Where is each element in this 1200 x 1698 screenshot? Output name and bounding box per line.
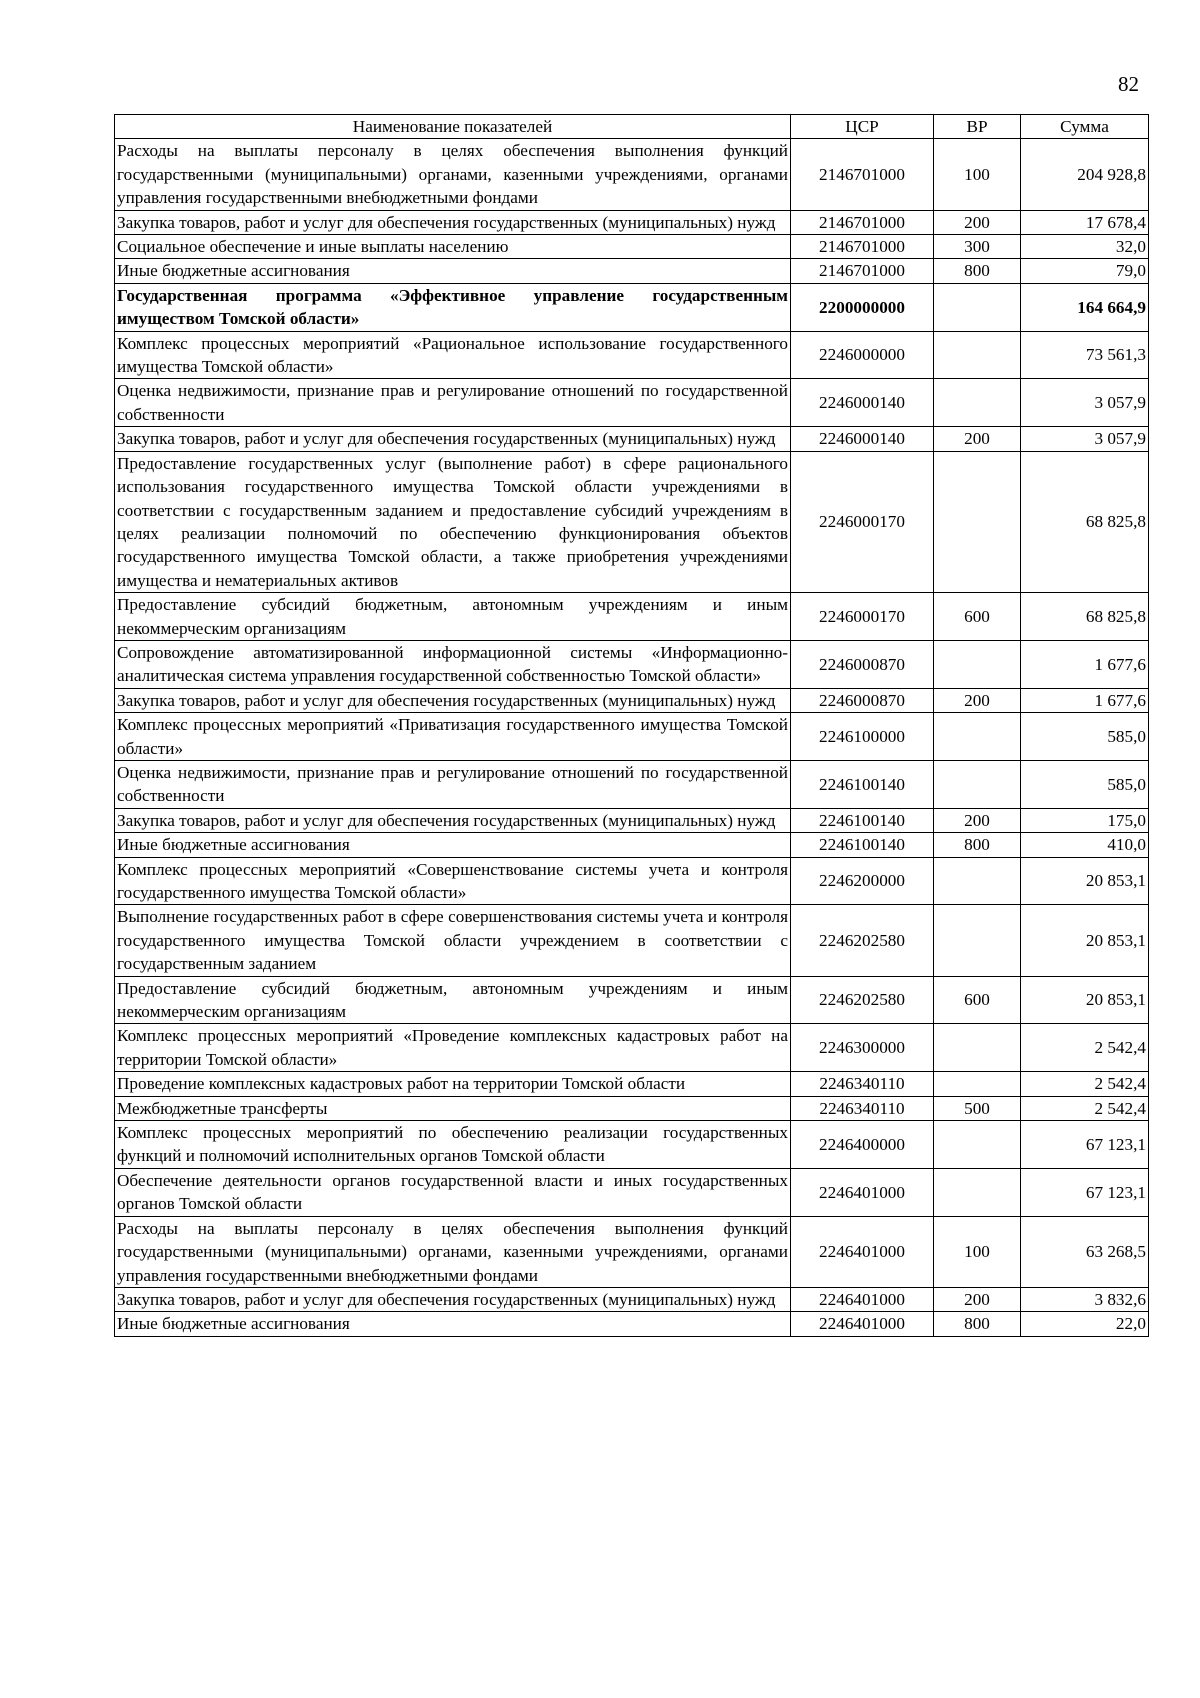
row-sum-cell: 164 664,9: [1021, 283, 1149, 331]
row-sum-cell: 22,0: [1021, 1312, 1149, 1336]
row-vr-cell: [934, 451, 1021, 592]
row-vr-cell: [934, 379, 1021, 427]
row-name-cell: Предоставление субсидий бюджетным, автономным учреждениям и иным некоммерческим организациям: [115, 593, 791, 641]
row-csr-cell: 2246100140: [791, 833, 934, 857]
row-sum-cell: 3 057,9: [1021, 379, 1149, 427]
row-sum-cell: 63 268,5: [1021, 1216, 1149, 1287]
table-row: [115, 1072, 1149, 1096]
row-vr-cell: [934, 331, 1021, 379]
table-row: [115, 593, 1149, 641]
row-csr-cell: 2246100140: [791, 760, 934, 808]
row-csr-cell: 2246200000: [791, 857, 934, 905]
row-vr-cell: 100: [934, 139, 1021, 210]
table-row: [115, 808, 1149, 832]
table-row: [115, 379, 1149, 427]
table-row: [115, 451, 1149, 592]
row-name-cell: Государственная программа «Эффективное управление государственным имуществом Томской области»: [115, 283, 791, 331]
table-row: [115, 427, 1149, 451]
header-sum: Сумма: [1021, 115, 1149, 139]
row-csr-cell: 2146701000: [791, 210, 934, 234]
row-csr-cell: 2246401000: [791, 1312, 934, 1336]
table-row: [115, 139, 1149, 210]
table-row: [115, 259, 1149, 283]
row-name-cell: Закупка товаров, работ и услуг для обеспечения государственных (муниципальных) нужд: [115, 688, 791, 712]
row-csr-cell: 2146701000: [791, 235, 934, 259]
row-name-cell: Расходы на выплаты персоналу в целях обеспечения выполнения функций государственными (муниципальными) органами, казенными учреждениями, органами управления государственными внебюджетными фондами: [115, 1216, 791, 1287]
row-sum-cell: 20 853,1: [1021, 857, 1149, 905]
row-sum-cell: 204 928,8: [1021, 139, 1149, 210]
table-body: [115, 139, 1149, 1336]
row-name-cell: Иные бюджетные ассигнования: [115, 833, 791, 857]
row-csr-cell: 2246202580: [791, 976, 934, 1024]
row-sum-cell: 20 853,1: [1021, 976, 1149, 1024]
row-name-cell: Межбюджетные трансферты: [115, 1096, 791, 1120]
row-sum-cell: 20 853,1: [1021, 905, 1149, 976]
table-row: [115, 833, 1149, 857]
row-vr-cell: [934, 760, 1021, 808]
row-vr-cell: [934, 1121, 1021, 1169]
row-name-cell: Предоставление государственных услуг (выполнение работ) в сфере рационального использования государственного имущества Томской области учреждениями в соответствии с государственным заданием и предоставление субсидий учреждениям в целях реализации полномочий по обеспечению функционирования объектов государственного имущества Томской области, а также приобретения учреждениями имущества и нематериальных активов: [115, 451, 791, 592]
row-sum-cell: 585,0: [1021, 760, 1149, 808]
row-sum-cell: 585,0: [1021, 713, 1149, 761]
budget-table: [114, 114, 1149, 1337]
row-csr-cell: 2246401000: [791, 1216, 934, 1287]
row-name-cell: Закупка товаров, работ и услуг для обеспечения государственных (муниципальных) нужд: [115, 808, 791, 832]
row-name-cell: Комплекс процессных мероприятий «Приватизация государственного имущества Томской области»: [115, 713, 791, 761]
page-number: 82: [1118, 72, 1139, 96]
row-name-cell: Закупка товаров, работ и услуг для обеспечения государственных (муниципальных) нужд: [115, 1287, 791, 1311]
row-csr-cell: 2246000870: [791, 688, 934, 712]
row-csr-cell: 2246000000: [791, 331, 934, 379]
row-csr-cell: 2146701000: [791, 139, 934, 210]
row-name-cell: Закупка товаров, работ и услуг для обеспечения государственных (муниципальных) нужд: [115, 210, 791, 234]
row-vr-cell: 500: [934, 1096, 1021, 1120]
row-sum-cell: 68 825,8: [1021, 451, 1149, 592]
row-vr-cell: [934, 713, 1021, 761]
row-csr-cell: 2246400000: [791, 1121, 934, 1169]
row-csr-cell: 2200000000: [791, 283, 934, 331]
row-sum-cell: 2 542,4: [1021, 1024, 1149, 1072]
table-row: [115, 1096, 1149, 1120]
table-row: [115, 857, 1149, 905]
row-vr-cell: 200: [934, 1287, 1021, 1311]
table-row: [115, 1287, 1149, 1311]
table-row: [115, 1216, 1149, 1287]
row-name-cell: Обеспечение деятельности органов государственной власти и иных государственных органов Томской области: [115, 1168, 791, 1216]
row-csr-cell: 2246100140: [791, 808, 934, 832]
row-name-cell: Проведение комплексных кадастровых работ на территории Томской области: [115, 1072, 791, 1096]
row-vr-cell: [934, 283, 1021, 331]
row-csr-cell: 2246202580: [791, 905, 934, 976]
row-csr-cell: 2246000140: [791, 427, 934, 451]
table-row: [115, 235, 1149, 259]
header-name: Наименование показателей: [115, 115, 791, 139]
table-row: [115, 640, 1149, 688]
row-sum-cell: 3 832,6: [1021, 1287, 1149, 1311]
row-name-cell: Комплекс процессных мероприятий по обеспечению реализации государственных функций и полномочий исполнительных органов Томской области: [115, 1121, 791, 1169]
row-sum-cell: 67 123,1: [1021, 1168, 1149, 1216]
row-vr-cell: 200: [934, 210, 1021, 234]
row-sum-cell: 67 123,1: [1021, 1121, 1149, 1169]
row-sum-cell: 3 057,9: [1021, 427, 1149, 451]
row-vr-cell: [934, 857, 1021, 905]
row-sum-cell: 1 677,6: [1021, 640, 1149, 688]
row-name-cell: Комплекс процессных мероприятий «Рациональное использование государственного имущества Томской области»: [115, 331, 791, 379]
row-vr-cell: 200: [934, 808, 1021, 832]
row-name-cell: Предоставление субсидий бюджетным, автономным учреждениям и иным некоммерческим организациям: [115, 976, 791, 1024]
table-row: [115, 331, 1149, 379]
row-csr-cell: 2246401000: [791, 1287, 934, 1311]
row-vr-cell: 800: [934, 1312, 1021, 1336]
row-csr-cell: 2246000870: [791, 640, 934, 688]
header-vr: ВР: [934, 115, 1021, 139]
table-row: [115, 1312, 1149, 1336]
row-vr-cell: 600: [934, 976, 1021, 1024]
table-header-row: [115, 115, 1149, 139]
row-sum-cell: 68 825,8: [1021, 593, 1149, 641]
row-sum-cell: 2 542,4: [1021, 1096, 1149, 1120]
row-sum-cell: 17 678,4: [1021, 210, 1149, 234]
row-vr-cell: [934, 1168, 1021, 1216]
row-vr-cell: 300: [934, 235, 1021, 259]
row-name-cell: Расходы на выплаты персоналу в целях обеспечения выполнения функций государственными (муниципальными) органами, казенными учреждениями, органами управления государственными внебюджетными фондами: [115, 139, 791, 210]
row-csr-cell: 2246100000: [791, 713, 934, 761]
row-name-cell: Закупка товаров, работ и услуг для обеспечения государственных (муниципальных) нужд: [115, 427, 791, 451]
row-sum-cell: 175,0: [1021, 808, 1149, 832]
row-name-cell: Комплекс процессных мероприятий «Совершенствование системы учета и контроля государственного имущества Томской области»: [115, 857, 791, 905]
row-sum-cell: 32,0: [1021, 235, 1149, 259]
row-name-cell: Сопровождение автоматизированной информационной системы «Информационно-аналитическая система управления государственной собственностью Томской области»: [115, 640, 791, 688]
row-csr-cell: 2246000140: [791, 379, 934, 427]
row-sum-cell: 73 561,3: [1021, 331, 1149, 379]
row-name-cell: Социальное обеспечение и иные выплаты населению: [115, 235, 791, 259]
row-csr-cell: 2246000170: [791, 451, 934, 592]
header-csr: ЦСР: [791, 115, 934, 139]
table-row: [115, 283, 1149, 331]
row-csr-cell: 2246340110: [791, 1072, 934, 1096]
row-name-cell: Оценка недвижимости, признание прав и регулирование отношений по государственной собственности: [115, 379, 791, 427]
table-row: [115, 688, 1149, 712]
row-vr-cell: [934, 1024, 1021, 1072]
row-sum-cell: 410,0: [1021, 833, 1149, 857]
row-vr-cell: 100: [934, 1216, 1021, 1287]
row-vr-cell: 600: [934, 593, 1021, 641]
row-csr-cell: 2246300000: [791, 1024, 934, 1072]
row-vr-cell: [934, 640, 1021, 688]
row-vr-cell: 800: [934, 259, 1021, 283]
row-sum-cell: 2 542,4: [1021, 1072, 1149, 1096]
table-row: [115, 1168, 1149, 1216]
row-sum-cell: 1 677,6: [1021, 688, 1149, 712]
table-row: [115, 905, 1149, 976]
row-vr-cell: 800: [934, 833, 1021, 857]
row-name-cell: Выполнение государственных работ в сфере совершенствования системы учета и контроля государственного имущества Томской области учреждением в соответствии с государственным заданием: [115, 905, 791, 976]
table-row: [115, 713, 1149, 761]
row-sum-cell: 79,0: [1021, 259, 1149, 283]
row-vr-cell: 200: [934, 688, 1021, 712]
row-csr-cell: 2246401000: [791, 1168, 934, 1216]
row-vr-cell: 200: [934, 427, 1021, 451]
table-row: [115, 1121, 1149, 1169]
table-row: [115, 976, 1149, 1024]
table-row: [115, 760, 1149, 808]
row-csr-cell: 2246000170: [791, 593, 934, 641]
row-name-cell: Иные бюджетные ассигнования: [115, 1312, 791, 1336]
row-vr-cell: [934, 905, 1021, 976]
row-csr-cell: 2146701000: [791, 259, 934, 283]
row-name-cell: Комплекс процессных мероприятий «Проведение комплексных кадастровых работ на территории Томской области»: [115, 1024, 791, 1072]
row-vr-cell: [934, 1072, 1021, 1096]
table-row: [115, 1024, 1149, 1072]
row-csr-cell: 2246340110: [791, 1096, 934, 1120]
row-name-cell: Иные бюджетные ассигнования: [115, 259, 791, 283]
table-row: [115, 210, 1149, 234]
row-name-cell: Оценка недвижимости, признание прав и регулирование отношений по государственной собственности: [115, 760, 791, 808]
